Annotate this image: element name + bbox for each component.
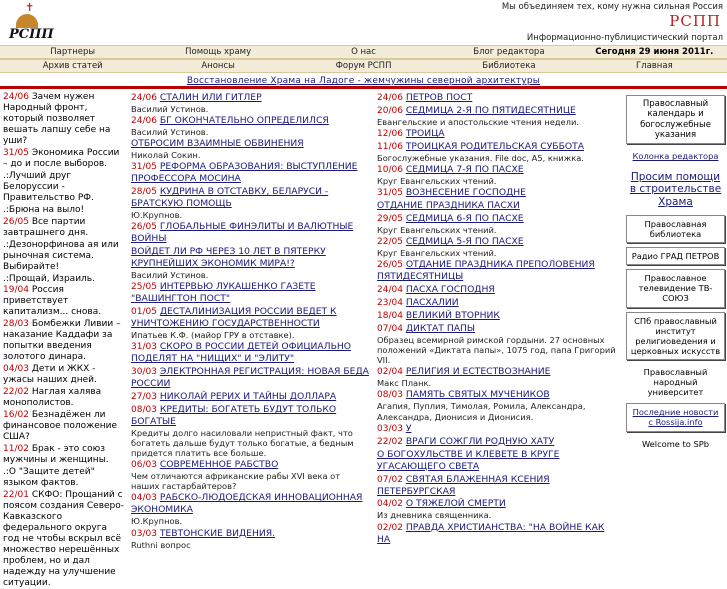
news-date: 08/03	[131, 405, 157, 416]
news-title-link[interactable]: ОТДАНИЕ ПРАЗДНИКА ПАСХИ	[377, 200, 520, 212]
news-date: 28/03	[3, 319, 29, 330]
news-date: 22/05	[377, 237, 403, 248]
news-date: 25/05	[131, 282, 157, 293]
news-date: 24/06	[3, 92, 29, 102]
university-link[interactable]: Православный народный университет	[626, 364, 725, 400]
news-title-link[interactable]: ТРОИЦКАЯ РОДИТЕЛЬСКАЯ СУББОТА	[405, 141, 585, 153]
news-date: 24/06	[131, 93, 157, 103]
cross-icon: ✝	[25, 1, 35, 14]
library-box[interactable]: Православная библиотека	[626, 215, 725, 243]
news-date: 28/05	[131, 187, 157, 198]
news-title-link[interactable]: СЕДМИЦА 7-Я ПО ПАСХЕ	[405, 164, 524, 176]
news-box[interactable]: Последние новости с Rossija.info	[626, 403, 725, 431]
news-date: 31/03	[131, 342, 157, 353]
left-news-item[interactable]	[0, 240, 126, 273]
news-item	[377, 323, 617, 365]
news-title-link[interactable]: ПЕТРОВ ПОСТ	[405, 92, 473, 103]
news-date: 18/04	[377, 311, 403, 322]
left-news-item[interactable]	[0, 171, 126, 204]
news-date: 22/02	[3, 387, 29, 398]
news-item	[377, 498, 617, 520]
news-title-link[interactable]: О ТЯЖЕЛОЙ СМЕРТИ	[405, 498, 506, 510]
news-date: 24/06	[377, 93, 403, 103]
left-news-item[interactable]	[0, 285, 126, 318]
left-news-item[interactable]	[0, 319, 126, 363]
news-date: 22/02	[377, 436, 403, 447]
news-item	[377, 310, 617, 322]
news-subtitle: Богослужебные указания. File doc, A5, книжка.	[377, 152, 584, 163]
news-date: 19/04	[3, 285, 29, 296]
news-title-link[interactable]: ВОЙДЕТ ЛИ РФ ЧЕРЕЗ 10 ЛЕТ В ПЯТЕРКУ КРУПНЕЙШИХ ЭКОНОМИК МИРА!?	[131, 246, 326, 270]
news-title[interactable]: Брак - это союз мужчины и женщины.	[3, 444, 109, 465]
news-title-link[interactable]: СКОРО В РОССИИ ДЕТЕЙ ОФИЦИАЛЬНО ПОДЕЛЯТ НА "НИЩИХ" И "ЭЛИТУ"	[131, 341, 352, 365]
nav-row-2	[0, 59, 727, 73]
slogan: Мы объединяем тех, кому нужна сильная Россия	[501, 2, 723, 12]
current-date: Сегодня 29 июня 2011г.	[595, 47, 714, 57]
news-item	[377, 187, 617, 199]
news-title-link[interactable]: ДИКТАТ ПАПЫ	[405, 323, 476, 335]
news-date: 23/04	[377, 298, 403, 309]
news-item	[377, 389, 617, 421]
news-item	[377, 92, 617, 104]
sidebar	[624, 92, 727, 546]
portal-subtitle: Информационно-публицистический портал	[526, 33, 723, 43]
left-news-column	[0, 92, 126, 588]
nav-forum[interactable]: Форум РСПП	[335, 61, 392, 71]
news-item	[377, 128, 617, 140]
news-title-link[interactable]: ОТБРОСИМ ВЗАИМНЫЕ ОБВИНЕНИЯ	[131, 138, 304, 150]
news-title-link[interactable]: ВРАГИ СОЖГЛИ РОДНУЮ ХАТУ	[405, 435, 555, 447]
tv-box[interactable]: Православное телевидение ТВ-СОЮЗ	[626, 269, 725, 307]
news-item	[131, 341, 371, 365]
news-date: 08/03	[377, 390, 403, 401]
left-news-item[interactable]	[0, 410, 126, 443]
nav-announcements[interactable]: Анонсы	[201, 61, 235, 71]
middle-news-column	[131, 92, 371, 550]
nav-about[interactable]: О нас	[351, 47, 376, 57]
news-title-link[interactable]: ПАМЯТЬ СВЯТЫХ МУЧЕНИКОВ	[405, 389, 550, 401]
calendar-box[interactable]: Православный календарь и богослужебные указания	[626, 95, 725, 144]
news-date: 12/06	[377, 129, 403, 140]
news-title-link[interactable]: БГ ОКОНЧАТЕЛЬНО ОПРЕДЕЛИЛСЯ	[159, 115, 329, 127]
site-logo[interactable]	[3, 1, 63, 45]
news-subtitle: Ю.Крупнов.	[131, 516, 183, 527]
news-date: 27/03	[131, 392, 157, 403]
news-subtitle: Ruthni вопрос	[131, 539, 191, 550]
news-date: 04/03	[3, 364, 29, 375]
news-title-link[interactable]: ДЕСТАЛИНИЗАЦИЯ РОССИИ ВЕДЕТ К УНИЧТОЖЕНИЮ ГОСУДАРСТВЕННОСТИ	[131, 306, 337, 330]
news-item	[377, 259, 617, 283]
news-item	[377, 236, 617, 258]
news-subtitle: Чем отличаются африканские рабы XVI века от наших гастарбайтеров?	[131, 471, 341, 492]
news-title-link[interactable]: ТРОИЦА	[405, 128, 445, 140]
news-title-link[interactable]: СТАЛИН ИЛИ ГИТЛЕР	[159, 92, 262, 103]
news-item	[131, 186, 371, 220]
news-item	[131, 221, 371, 245]
news-title[interactable]: .:Дезонорфинова ая или рыночная система. Выбирайте!	[3, 239, 119, 272]
news-item	[131, 306, 371, 340]
news-subtitle: Ипатьев К.Ф. (майор ГРУ в отставке).	[131, 330, 295, 341]
news-date: 31/05	[131, 162, 157, 173]
news-subtitle: Ю.Крупнов.	[131, 210, 183, 221]
left-news-item[interactable]	[0, 274, 126, 285]
nav-row-1	[0, 45, 727, 59]
news-subtitle: Круг Евангельских чтений.	[377, 248, 497, 259]
news-item	[377, 474, 617, 498]
news-title-link[interactable]: СЕДМИЦА 6-Я ПО ПАСХЕ	[405, 213, 524, 225]
news-title-link[interactable]: У	[405, 422, 412, 434]
news-subtitle: Образец всемирной римской гордыни. 27 основных положений «Диктата папы», 1075 год, папа Григорий VII.	[377, 335, 616, 366]
radio-box[interactable]: Радио ГРАД ПЕТРОВ	[626, 247, 725, 265]
news-item	[131, 92, 371, 114]
news-title-link[interactable]: ТЕВТОНСКИЕ ВИДЕНИЯ.	[159, 527, 276, 539]
news-item	[131, 404, 371, 458]
news-subtitle: Василий Устинов.	[131, 103, 209, 114]
news-title-link[interactable]: НИКОЛАЙ РЕРИХ И ТАЙНЫ ДОЛЛАРА	[159, 391, 337, 403]
welcome-link[interactable]: Welcome to SPb	[626, 436, 725, 452]
news-subtitle: Макс Планк.	[377, 378, 432, 389]
news-subtitle: Василий Устинов.	[131, 270, 209, 281]
nav-archive[interactable]: Архив статей	[42, 61, 103, 71]
news-item	[377, 366, 617, 388]
left-news-item[interactable]	[0, 387, 126, 409]
nav-library[interactable]: Библиотека	[482, 61, 536, 71]
news-title-link[interactable]: СЕДМИЦА 2-Я ПО ПЯТИДЕСЯТНИЦЕ	[405, 104, 576, 116]
news-item	[131, 459, 371, 491]
news-title[interactable]: СКФО: Прощаний с поясом создания Северо-Кавказского федерального округа год не чтобы вскрыл всё множество нерешённых проблем, но и дал надежду на улучшение ситуации.	[3, 489, 125, 588]
news-title-link[interactable]: ПРАВДА ХРИСТИАНСТВА: "НА ВОЙНЕ КАК НА	[377, 521, 605, 545]
main-content	[0, 89, 727, 588]
institute-box[interactable]: СПб православный институт религиоведения и церковных искусств	[626, 312, 725, 360]
news-item	[131, 115, 371, 137]
news-date: 02/02	[377, 522, 403, 533]
banner-link[interactable]: Восстановление Храма на Ладоге - жемчужины северной архитектуры	[0, 73, 727, 89]
news-item	[377, 105, 617, 127]
news-title-link[interactable]: РАБСКО-ЛЮДОЕДСКАЯ ИННОВАЦИОННАЯ ЭКОНОМИКА	[131, 492, 363, 516]
news-title-link[interactable]: ГЛОБАЛЬНЫЕ ФИНЭЛИТЫ И ВАЛЮТНЫЕ ВОЙНЫ	[131, 221, 354, 245]
news-title-link[interactable]: СОВРЕМЕННОЕ РАБСТВО	[159, 459, 279, 471]
news-item	[131, 281, 371, 305]
news-title[interactable]: Наглая халява монополистов.	[3, 387, 102, 409]
right-news-column	[377, 92, 617, 546]
news-subtitle: Круг Евангельских чтений.	[377, 176, 497, 187]
news-date: 22/01	[3, 489, 29, 500]
news-date: 04/03	[131, 493, 157, 504]
news-date: 11/06	[377, 142, 403, 153]
news-title-link[interactable]: СВЯТАЯ БЛАЖЕННАЯ КСЕНИЯ ПЕТЕРБУРГСКАЯ	[377, 473, 550, 497]
left-news-item[interactable]	[0, 205, 126, 216]
news-title[interactable]: Россия приветствует капитализм... снова.	[3, 285, 102, 318]
news-date: 30/03	[131, 367, 157, 378]
news-item	[377, 436, 617, 448]
news-date: 01/05	[131, 307, 157, 318]
news-item	[131, 528, 371, 550]
news-item	[131, 366, 371, 390]
news-item	[131, 246, 371, 280]
news-date: 26/05	[377, 260, 403, 271]
news-date: 31/05	[3, 147, 29, 158]
news-title-link[interactable]: О БОГОХУЛЬСТВЕ И КЛЕВЕТЕ В КРУГЕ УГАСАЮЩЕГО СВЕТА	[377, 448, 560, 472]
news-item	[377, 522, 617, 546]
news-title-link[interactable]: РЕЛИГИЯ И ЕСТЕСТВОЗНАНИЕ	[405, 366, 551, 378]
news-title-link[interactable]: ОТДАНИЕ ПРАЗДНИКА ПРЕПОЛОВЕНИЯ ПЯТИДЕСЯТНИЦЫ	[377, 259, 595, 283]
news-date: 07/02	[377, 474, 403, 485]
news-item	[377, 141, 617, 163]
news-subtitle: Агапия, Пуплия, Тимолая, Ромила, Александра, Александра, Дионисия и Дионисия.	[377, 401, 586, 422]
news-date: 26/05	[131, 222, 157, 233]
news-date: 02/04	[377, 367, 403, 378]
news-subtitle: Евангельские и апостольские чтения недели.	[377, 116, 579, 127]
news-title[interactable]: Зачем нужен Народный фронт, который позволяет вешать лапшу себе на уши?	[3, 92, 111, 146]
news-title[interactable]: .:Брюна на выло!	[3, 204, 85, 215]
news-title-link[interactable]: ВОЗНЕСЕНИЕ ГОСПОДНЕ	[405, 187, 526, 199]
news-title-link[interactable]: КРЕДИТЫ: БОГАТЕТЬ БУДУТ ТОЛЬКО БОГАТЫЕ	[131, 404, 337, 427]
news-title[interactable]: Безнадёжен ли финансовое положение США?	[3, 410, 118, 443]
news-title-link[interactable]: ИНТЕРВЬЮ ЛУКАШЕНКО ГАЗЕТЕ "ВАШИНГТОН ПОСТ"	[131, 281, 316, 305]
left-news-item[interactable]	[0, 444, 126, 466]
site-title: РСПП	[669, 12, 721, 30]
help-temple-box[interactable]: Просим помощи в строительстве Храма	[626, 168, 725, 212]
nav-partners[interactable]: Партнеры	[50, 47, 96, 57]
news-date: 07/04	[377, 324, 403, 335]
news-title-link[interactable]: ЭЛЕКТРОННАЯ РЕГИСТРАЦИЯ: НОВАЯ БЕДА РОССИИ	[131, 366, 369, 390]
logo-text: РСПП	[9, 27, 54, 42]
news-date: 24/04	[377, 285, 403, 296]
news-item	[377, 449, 617, 473]
news-title-link[interactable]: ПАСХАЛИИ	[405, 297, 459, 309]
news-title[interactable]: .:О "Защите детей" языком фактов.	[3, 466, 95, 488]
news-item	[131, 492, 371, 526]
left-news-item[interactable]	[0, 467, 126, 489]
news-date: 03/03	[131, 528, 157, 539]
news-date: 26/05	[3, 216, 29, 227]
nav-help-temple[interactable]: Помощь храму	[185, 47, 252, 57]
news-item	[377, 213, 617, 235]
header	[0, 0, 727, 45]
dome-icon	[16, 14, 38, 28]
news-title-link[interactable]: ПАСХА ГОСПОДНЯ	[405, 284, 495, 296]
news-title-link[interactable]: ВЕЛИКИЙ ВТОРНИК	[405, 310, 500, 322]
news-subtitle: Николай Сокин.	[131, 150, 201, 161]
nav-home[interactable]: Главная	[635, 61, 673, 71]
news-item	[131, 161, 371, 185]
news-date: 29/05	[377, 214, 403, 225]
news-title-link[interactable]: СЕДМИЦА 5-Я ПО ПАСХЕ	[405, 236, 524, 248]
news-subtitle: Кредиты долго насиловали непристный факт, что богатеть дальше будут только богатые, а бедным придется платить все больше.	[131, 427, 354, 459]
news-item	[377, 164, 617, 186]
left-news-item[interactable]	[0, 92, 126, 147]
news-item	[377, 423, 617, 435]
news-title[interactable]: Все партии завтрашнего дня.	[3, 216, 89, 238]
left-news-item[interactable]	[0, 364, 126, 386]
news-date: 11/02	[3, 444, 29, 455]
news-date: 31/05	[377, 188, 403, 199]
news-item	[131, 138, 371, 160]
news-title[interactable]: Дети и ЖКХ - ужасы наших дней.	[3, 364, 97, 386]
news-item	[131, 391, 371, 403]
news-date: 03/03	[377, 423, 403, 434]
news-title[interactable]: Бомбежки Ливии – наказание Каддафи за попытки введения золотого динара.	[3, 319, 121, 363]
news-title[interactable]: .:Прощай, Израиль.	[3, 273, 95, 284]
news-date: 10/06	[377, 165, 403, 176]
news-date: 20/06	[377, 105, 403, 116]
news-title-link[interactable]: РЕФОРМА ОБРАЗОВАНИЯ: ВЫСТУПЛЕНИЕ ПРОФЕССОРА МОСИНА	[131, 161, 358, 185]
news-subtitle: Круг Евангельских чтений.	[377, 225, 497, 236]
left-news-item[interactable]	[0, 490, 126, 589]
news-title[interactable]: .:Лучший друг Белоруссии - Правительство РФ.	[3, 170, 94, 203]
news-subtitle: Василий Устинов.	[131, 127, 209, 138]
news-title-link[interactable]: КУДРИНА В ОТСТАВКУ, БЕЛАРУСИ - БРАТСКУЮ ПОМОЩЬ	[131, 186, 329, 210]
nav-editor-blog[interactable]: Блог редактора	[473, 47, 545, 57]
news-item	[377, 297, 617, 309]
news-item	[377, 284, 617, 296]
editor-column-link[interactable]: Колонка редактора	[626, 148, 725, 164]
left-news-item[interactable]	[0, 148, 126, 170]
news-title[interactable]: Экономика России – до и после выборов.	[3, 147, 120, 169]
left-news-item[interactable]	[0, 217, 126, 239]
news-date: 04/02	[377, 499, 403, 510]
news-item	[377, 200, 617, 212]
news-date: 16/02	[3, 410, 29, 421]
news-date: 24/06	[131, 116, 157, 127]
news-subtitle: Из дневника священника.	[377, 510, 492, 521]
news-date: 06/03	[131, 460, 157, 471]
